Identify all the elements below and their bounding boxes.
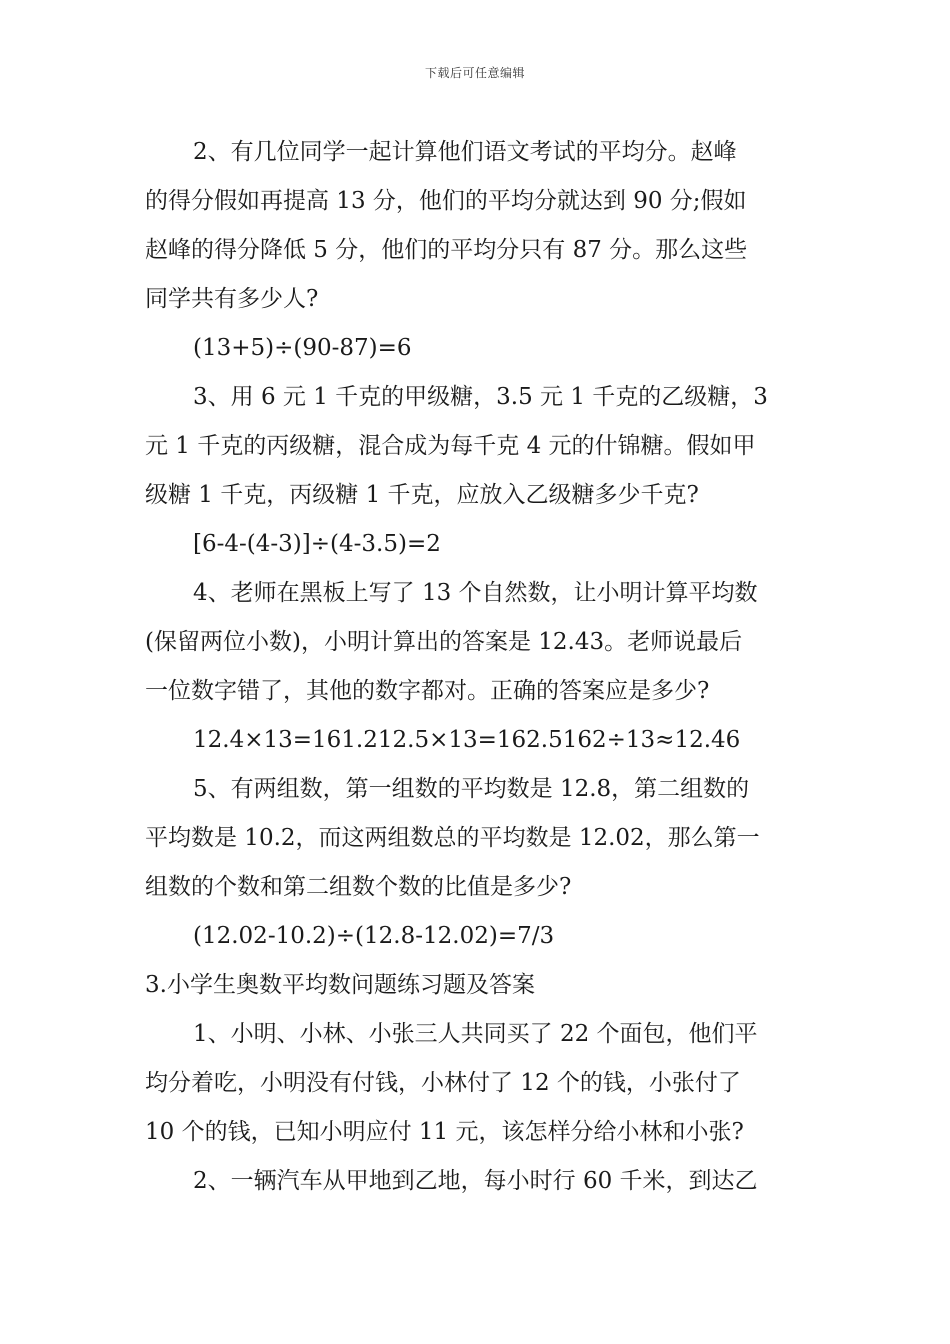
problem-5-line-2: 平均数是 10.2，而这两组数总的平均数是 12.02，那么第一 xyxy=(145,825,760,851)
section3-problem-1-line-2: 均分着吃，小明没有付钱，小林付了 12 个的钱，小张付了 xyxy=(145,1070,741,1096)
answer-2: (13+5)÷(90-87)=6 xyxy=(193,335,412,361)
section3-problem-1-line-1: 1、小明、小林、小张三人共同买了 22 个面包，他们平 xyxy=(193,1021,758,1047)
answer-5: (12.02-10.2)÷(12.8-12.02)=7/3 xyxy=(193,923,555,949)
problem-2-line-2: 的得分假如再提高 13 分，他们的平均分就达到 90 分;假如 xyxy=(145,188,747,214)
answer-3: [6-4-(4-3)]÷(4-3.5)=2 xyxy=(193,531,441,557)
problem-4-line-3: 一位数字错了，其他的数字都对。正确的答案应是多少? xyxy=(145,678,710,704)
answer-4: 12.4×13=161.212.5×13=162.5162÷13≈12.46 xyxy=(193,727,741,753)
problem-5-line-3: 组数的个数和第二组数个数的比值是多少? xyxy=(145,874,572,900)
page-header: 下载后可任意编辑 xyxy=(424,66,525,80)
problem-3-line-2: 元 1 千克的丙级糖，混合成为每千克 4 元的什锦糖。假如甲 xyxy=(145,433,756,459)
problem-4-line-2: (保留两位小数)，小明计算出的答案是 12.43。老师说最后 xyxy=(145,629,743,655)
problem-3-line-3: 级糖 1 千克，丙级糖 1 千克，应放入乙级糖多少千克? xyxy=(145,482,699,508)
problem-5-line-1: 5、有两组数，第一组数的平均数是 12.8，第二组数的 xyxy=(193,776,750,802)
problem-3-line-1: 3、用 6 元 1 千克的甲级糖，3.5 元 1 千克的乙级糖，3 xyxy=(193,384,768,410)
problem-2-line-3: 赵峰的得分降低 5 分，他们的平均分只有 87 分。那么这些 xyxy=(145,237,748,263)
document-body xyxy=(145,128,810,1206)
problem-4-line-1: 4、老师在黑板上写了 13 个自然数，让小明计算平均数 xyxy=(193,580,758,606)
section3-problem-2-line-1: 2、一辆汽车从甲地到乙地，每小时行 60 千米，到达乙 xyxy=(193,1168,758,1194)
section-heading: 3.小学生奥数平均数问题练习题及答案 xyxy=(145,972,535,998)
problem-2-line-1: 2、有几位同学一起计算他们语文考试的平均分。赵峰 xyxy=(193,139,737,165)
problem-2-line-4: 同学共有多少人? xyxy=(145,286,319,312)
section3-problem-1-line-3: 10 个的钱，已知小明应付 11 元，该怎样分给小林和小张? xyxy=(145,1119,744,1145)
